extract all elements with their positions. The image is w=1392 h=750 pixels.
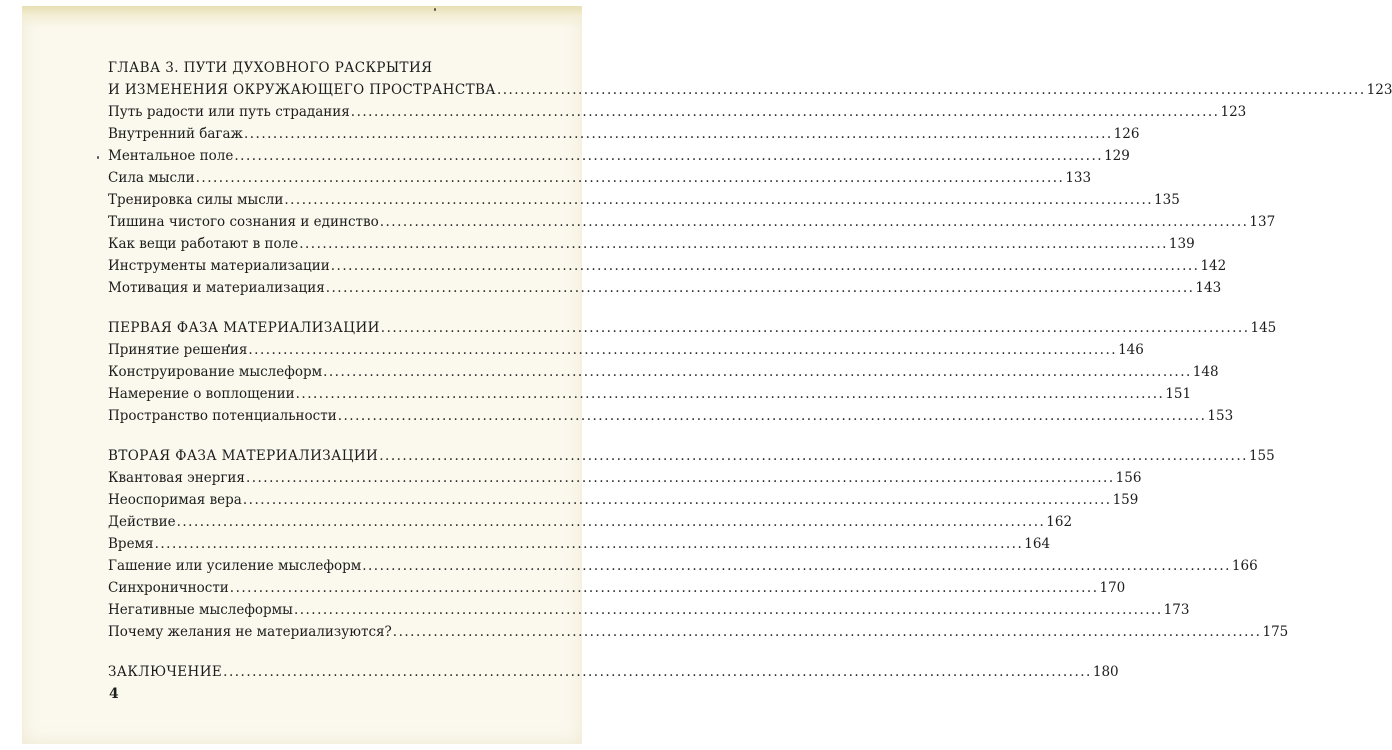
phase1-items — [108, 342, 1234, 430]
chapter-title-entry[interactable] — [108, 82, 1392, 104]
entry-page: 166 — [1231, 558, 1258, 574]
section-title: ВТОРАЯ ФАЗА МАТЕРИАЛИЗАЦИИ — [108, 448, 379, 464]
leader-dots — [155, 536, 1024, 553]
entry-title: Сила мысли — [108, 170, 195, 186]
entry-page: 151 — [1165, 386, 1192, 402]
entry-page: 133 — [1065, 170, 1092, 186]
entry-page: 143 — [1195, 280, 1222, 296]
toc-entry[interactable] — [108, 536, 1051, 558]
section-title: ПЕРВАЯ ФАЗА МАТЕРИАЛИЗАЦИИ — [108, 320, 380, 336]
entry-page: 156 — [1115, 470, 1142, 486]
entry-title: Намерение о воплощении — [108, 386, 295, 402]
leader-dots — [323, 364, 1192, 381]
phase2-items — [108, 470, 1289, 646]
leader-dots — [351, 104, 1220, 121]
entry-page: 123 — [1366, 82, 1392, 98]
section-title: ЗАКЛЮЧЕНИЕ — [108, 664, 223, 680]
leader-dots — [380, 214, 1249, 231]
conclusion-entry[interactable] — [108, 664, 1119, 686]
entry-title: Почему желания не материализуются? — [108, 624, 392, 640]
entry-title: Тишина чистого сознания и единство — [108, 214, 379, 230]
toc-entry[interactable] — [108, 104, 1247, 126]
entry-title: Неоспоримая вера — [108, 492, 242, 508]
entry-page: 175 — [1262, 624, 1289, 640]
entry-page: 148 — [1192, 364, 1219, 380]
toc-entry[interactable] — [108, 580, 1126, 602]
entry-title: Мотивация и материализация — [108, 280, 325, 296]
entry-title: Конструирование мыслеформ — [108, 364, 323, 380]
section-gap — [108, 302, 525, 320]
entry-title: Внутренний багаж — [108, 126, 243, 142]
entry-title: Негативные мыслеформы — [108, 602, 293, 618]
entry-title: Действие — [108, 514, 176, 530]
entry-page: 135 — [1154, 192, 1180, 208]
entry-title: Ментальное поле — [108, 148, 234, 164]
chapter-title-line-1: ГЛАВА 3. ПУТИ ДУХОВНОГО РАСКРЫТИЯ — [108, 60, 433, 76]
leader-dots — [284, 192, 1153, 209]
toc-entry[interactable] — [108, 602, 1190, 624]
print-speck — [97, 156, 99, 159]
toc-entry[interactable] — [108, 170, 1092, 192]
entry-title: Как вещи работают в поле — [108, 236, 299, 252]
leader-dots — [331, 258, 1200, 275]
toc-entry[interactable] — [108, 492, 1139, 514]
phase2-heading[interactable] — [108, 448, 1275, 470]
entry-title: Пространство потенциальности — [108, 408, 337, 424]
toc-entry[interactable] — [108, 280, 1222, 302]
phase1-heading[interactable] — [108, 320, 1277, 342]
entry-page: 123 — [1220, 104, 1247, 120]
toc-entry[interactable] — [108, 258, 1227, 280]
entry-title: Тренировка силы мысли — [108, 192, 284, 208]
leader-dots — [196, 170, 1065, 187]
toc-entry[interactable] — [108, 558, 1258, 580]
section-gap — [108, 646, 525, 664]
leader-dots — [230, 580, 1099, 597]
toc-entry[interactable] — [108, 514, 1073, 536]
toc-entry[interactable] — [108, 364, 1219, 386]
leader-dots — [294, 602, 1163, 619]
entry-title: Гашение или усиление мыслеформ — [108, 558, 362, 574]
entry-page: 142 — [1200, 258, 1227, 274]
entry-title: Время — [108, 536, 154, 552]
leader-dots — [234, 148, 1103, 165]
entry-title: Инструменты материализации — [108, 258, 330, 274]
print-speck — [434, 8, 436, 11]
entry-page: 162 — [1046, 514, 1073, 530]
leader-dots — [326, 280, 1195, 297]
entry-page: 129 — [1104, 148, 1130, 164]
leader-dots — [223, 664, 1092, 681]
entry-page: 155 — [1248, 448, 1275, 464]
leader-dots — [393, 624, 1262, 641]
leader-dots — [243, 492, 1112, 509]
leader-dots — [338, 408, 1207, 425]
entry-page: 159 — [1112, 492, 1139, 508]
leader-dots — [379, 448, 1248, 465]
leader-dots — [244, 126, 1113, 143]
entry-page: 145 — [1250, 320, 1277, 336]
entry-title: Квантовая энергия — [108, 470, 245, 486]
chapter-title-line-2: И ИЗМЕНЕНИЯ ОКРУЖАЮЩЕГО ПРОСТРАНСТВА — [108, 82, 496, 98]
toc-entry[interactable] — [108, 408, 1234, 430]
entry-page: 170 — [1099, 580, 1126, 596]
page-number: 4 — [109, 686, 119, 702]
section-gap — [108, 430, 525, 448]
toc-entry[interactable] — [108, 624, 1289, 646]
entry-title: Путь радости или путь страдания — [108, 104, 350, 120]
leader-dots — [381, 320, 1250, 337]
page-edge-shadow — [22, 6, 582, 28]
toc-entry[interactable] — [108, 386, 1192, 408]
toc-entry[interactable] — [108, 342, 1144, 364]
entry-page: 126 — [1113, 126, 1140, 142]
table-of-contents — [108, 60, 1392, 686]
entry-page: 137 — [1249, 214, 1276, 230]
toc-entry[interactable] — [108, 192, 1180, 214]
entry-page: 139 — [1168, 236, 1195, 252]
toc-entry[interactable] — [108, 126, 1140, 148]
leader-dots — [246, 470, 1115, 487]
toc-entry[interactable] — [108, 470, 1142, 492]
entry-title: Принятие решения — [108, 342, 248, 358]
toc-entry[interactable] — [108, 214, 1276, 236]
leader-dots — [248, 342, 1117, 359]
leader-dots — [497, 82, 1366, 99]
entry-page: 180 — [1092, 664, 1119, 680]
chapter-items — [108, 104, 1276, 302]
leader-dots — [296, 386, 1165, 403]
entry-page: 153 — [1207, 408, 1234, 424]
toc-entry[interactable] — [108, 236, 1195, 258]
leader-dots — [177, 514, 1046, 531]
entry-title: Синхроничности — [108, 580, 229, 596]
toc-entry[interactable] — [108, 148, 1130, 170]
leader-dots — [299, 236, 1168, 253]
entry-page: 146 — [1118, 342, 1144, 358]
entry-page: 164 — [1024, 536, 1051, 552]
entry-page: 173 — [1163, 602, 1190, 618]
leader-dots — [362, 558, 1231, 575]
